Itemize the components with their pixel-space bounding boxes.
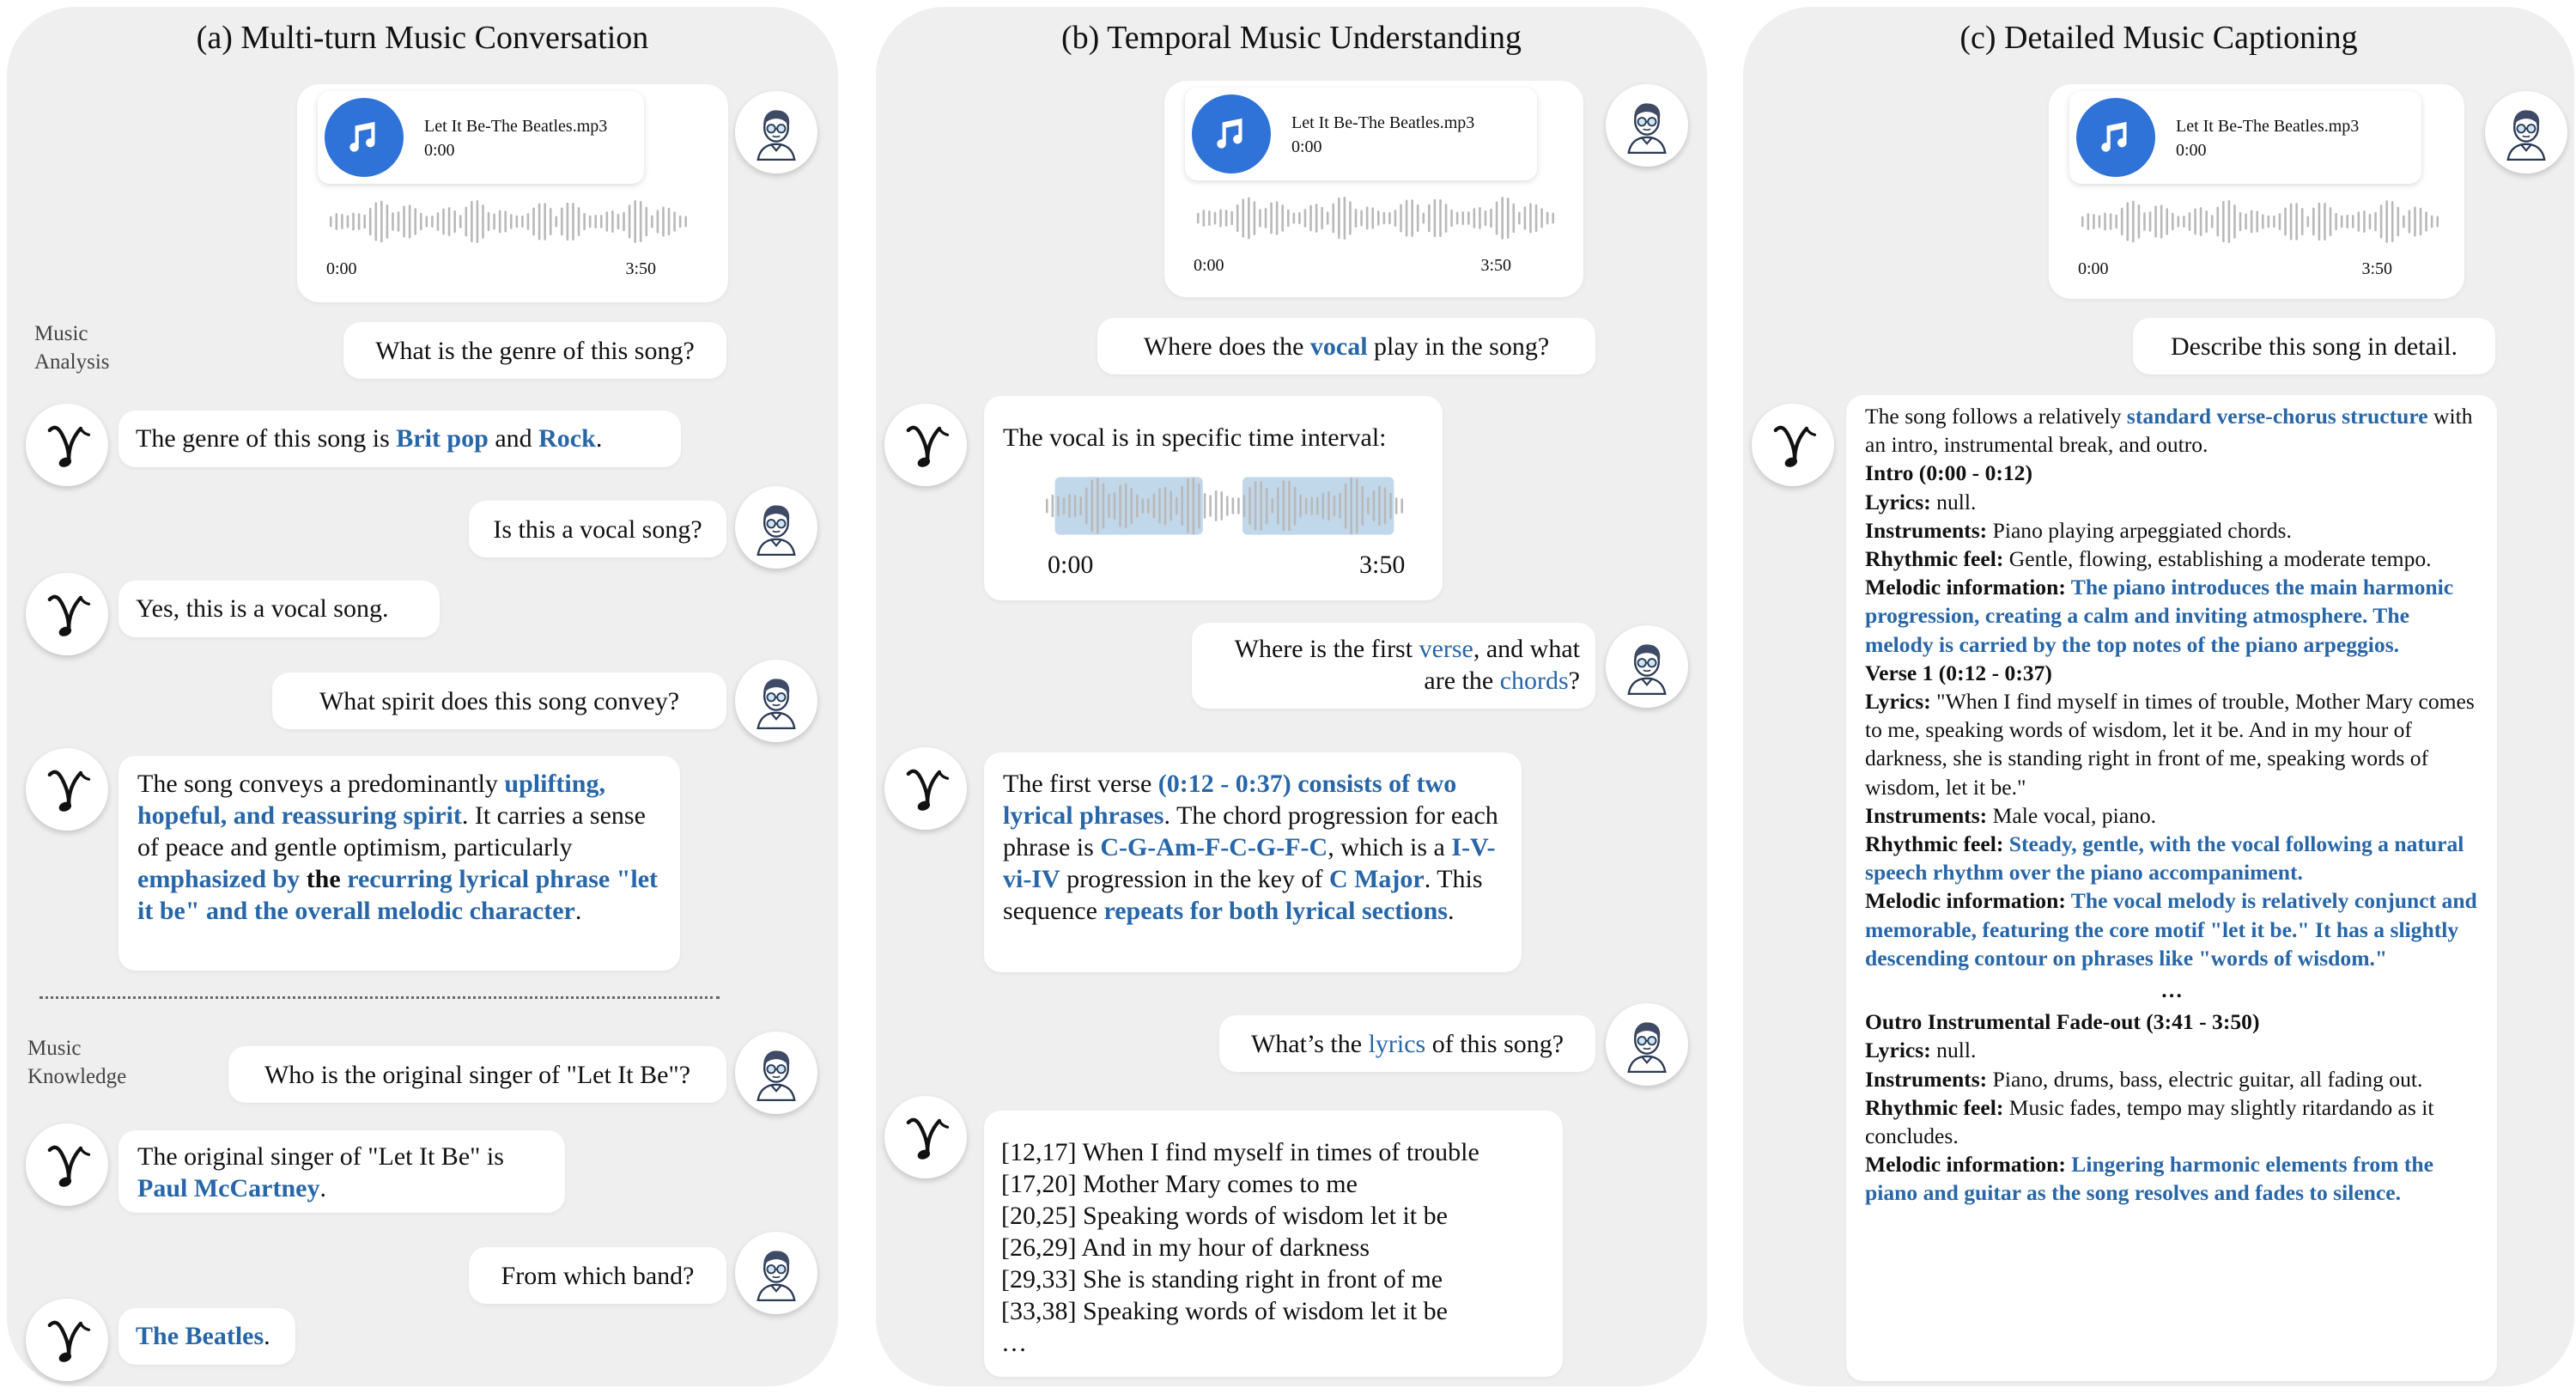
music-note-icon <box>1192 94 1271 173</box>
label-music-knowledge: Music Knowledge <box>27 1037 127 1088</box>
answer-detailed-caption: The song follows a relatively standard verse-chorus structure with an intro, instrumental break, and outro. Intro (0:00 - 0:12) Lyrics: null. Instruments: Piano playing arpeggiated chords. Rhythmic feel: Gentle, flowing, establishing a moderate tempo. Melodic information: The piano introduces the main harmonic progression, creating a calm and inviting atmosphere. The melody is carried by the top notes of the piano arpeggios. Verse 1 (0:12 - 0:37) Lyrics: "When I find myself in times of trouble, Mother Mary comes to me, speaking words of wisdom, let it be. And in my hour of darkness, she is standing right in front of me, speaking words of wisdom, let it be." Instruments: Male vocal, piano. Rhythmic feel: Steady, gentle, with the vocal following a natural speech rhythm over the piano accompaniment. Melodic information: The vocal melody is relatively conjunct and memorable, featuring the core motif "let it be." It has a slightly descending contour on phrases like "words of wisdom." … Outro Instrumental Fade-out (3:41 - 3:50) Lyrics: null. Instruments: Piano, drums, bass, electric guitar, all fading out. Rhythmic feel: Music fades, tempo may slightly ritardando as it concludes. Melodic information: Lingering harmonic elements from the piano and guitar as the song resolves and fades to silence. <box>1846 395 2497 1381</box>
lyric-line: [20,25] Speaking words of wisdom let it be <box>1001 1202 1448 1230</box>
question-spirit: What spirit does this song convey? <box>272 673 726 729</box>
user-avatar-icon <box>1606 625 1688 708</box>
time-end: 3:50 <box>2361 259 2392 278</box>
answer-vocal: Yes, this is a vocal song. <box>118 581 440 637</box>
interval-start: 0:00 <box>1048 551 1094 579</box>
question-lyrics: What’s the lyrics of this song? <box>1219 1015 1595 1072</box>
panel-temporal <box>876 7 1707 1386</box>
audio-player[interactable] <box>2049 84 2464 299</box>
waveform <box>2080 196 2440 247</box>
question-genre: What is the genre of this song? <box>343 322 726 379</box>
file-card[interactable] <box>1185 88 1537 180</box>
user-avatar-icon <box>735 660 817 742</box>
panel-captioning <box>1743 7 2574 1386</box>
answer-vocal-interval: The vocal is in specific time interval: 0:00 3:50 <box>984 396 1443 600</box>
time-end: 3:50 <box>1480 256 1511 275</box>
question-vocal-location: Where does the vocal play in the song? <box>1097 318 1595 374</box>
bot-logo-icon <box>26 748 108 831</box>
question-vocal: Is this a vocal song? <box>469 501 726 557</box>
bot-logo-icon <box>884 404 967 486</box>
time-start: 0:00 <box>326 259 357 278</box>
file-position: 0:00 <box>2176 141 2207 160</box>
file-name: Let It Be-The Beatles.mp3 <box>1291 113 1475 132</box>
question-describe: Describe this song in detail. <box>2133 318 2495 374</box>
user-avatar-icon <box>2485 91 2567 173</box>
panel-title: (c) Detailed Music Captioning <box>1959 20 2358 56</box>
bot-logo-icon <box>1752 404 1834 486</box>
audio-player[interactable] <box>1164 81 1583 297</box>
section-divider <box>39 996 720 999</box>
answer-singer: The original singer of "Let It Be" is Paul McCartney. <box>118 1130 565 1213</box>
audio-player[interactable] <box>297 84 728 302</box>
file-position: 0:00 <box>424 141 455 160</box>
bot-logo-icon <box>26 573 108 655</box>
answer-verse-chords: The first verse (0:12 - 0:37) consists of two lyrical phrases. The chord progression for each phrase is C-G-Am-F-C-G-F-C, which is a I-V-vi-IV progression in the key of C Major. This sequence repeats for both lyrical sections. <box>984 752 1522 972</box>
file-card[interactable] <box>2069 91 2421 184</box>
lyrics-list <box>1001 1136 1546 1359</box>
file-name: Let It Be-The Beatles.mp3 <box>2176 117 2360 136</box>
panel-title: (a) Multi-turn Music Conversation <box>196 20 649 56</box>
interval-end: 3:50 <box>1359 551 1406 579</box>
answer-spirit: The song conveys a predominantly uplifting, hopeful, and reassuring spirit. It carries a sense of peace and gentle optimism, particularly emphasized by the recurring lyrical phrase "let it be" and the overall melodic character. <box>118 756 680 971</box>
answer-band: The Beatles. <box>118 1308 295 1365</box>
time-start: 0:00 <box>1194 256 1224 275</box>
bot-logo-icon <box>26 1299 108 1381</box>
bot-logo-icon <box>26 1123 108 1206</box>
bot-logo-icon <box>26 404 108 486</box>
answer-lyrics <box>984 1111 1563 1377</box>
lyric-line: … <box>1001 1329 1027 1357</box>
lyric-line: [17,20] Mother Mary comes to me <box>1001 1170 1358 1198</box>
music-note-icon <box>2076 98 2155 177</box>
file-position: 0:00 <box>1291 137 1322 156</box>
file-card[interactable] <box>318 91 644 184</box>
waveform <box>1195 192 1556 244</box>
question-singer: Who is the original singer of "Let It Be"? <box>228 1046 726 1103</box>
lyric-line: [29,33] She is standing right in front of me <box>1001 1265 1443 1294</box>
time-end: 3:50 <box>625 259 656 278</box>
answer-genre: The genre of this song is Brit pop and Rock. <box>118 411 681 467</box>
music-note-icon <box>325 98 404 177</box>
vocal-interval-waveform <box>1044 472 1405 540</box>
question-band: From which band? <box>469 1247 726 1304</box>
bot-logo-icon <box>884 747 967 830</box>
time-start: 0:00 <box>2078 259 2109 278</box>
user-avatar-icon <box>1606 84 1688 167</box>
question-verse: Where is the first verse, and what are the chords? <box>1192 623 1595 709</box>
user-avatar-icon <box>1606 1003 1688 1086</box>
user-avatar-icon <box>735 486 817 569</box>
lyric-line: [33,38] Speaking words of wisdom let it be <box>1001 1297 1448 1325</box>
user-avatar-icon <box>735 1232 817 1314</box>
lyric-line: [26,29] And in my hour of darkness <box>1001 1233 1370 1262</box>
bot-logo-icon <box>884 1096 967 1178</box>
user-avatar-icon <box>735 1032 817 1114</box>
lyric-line: [12,17] When I find myself in times of trouble <box>1001 1138 1479 1166</box>
label-music-analysis: Music Analysis <box>34 322 110 374</box>
user-avatar-icon <box>735 91 817 173</box>
file-name: Let It Be-The Beatles.mp3 <box>424 117 608 136</box>
waveform <box>328 196 689 247</box>
panel-title: (b) Temporal Music Understanding <box>1061 20 1522 56</box>
panel-multi-turn <box>7 7 838 1386</box>
